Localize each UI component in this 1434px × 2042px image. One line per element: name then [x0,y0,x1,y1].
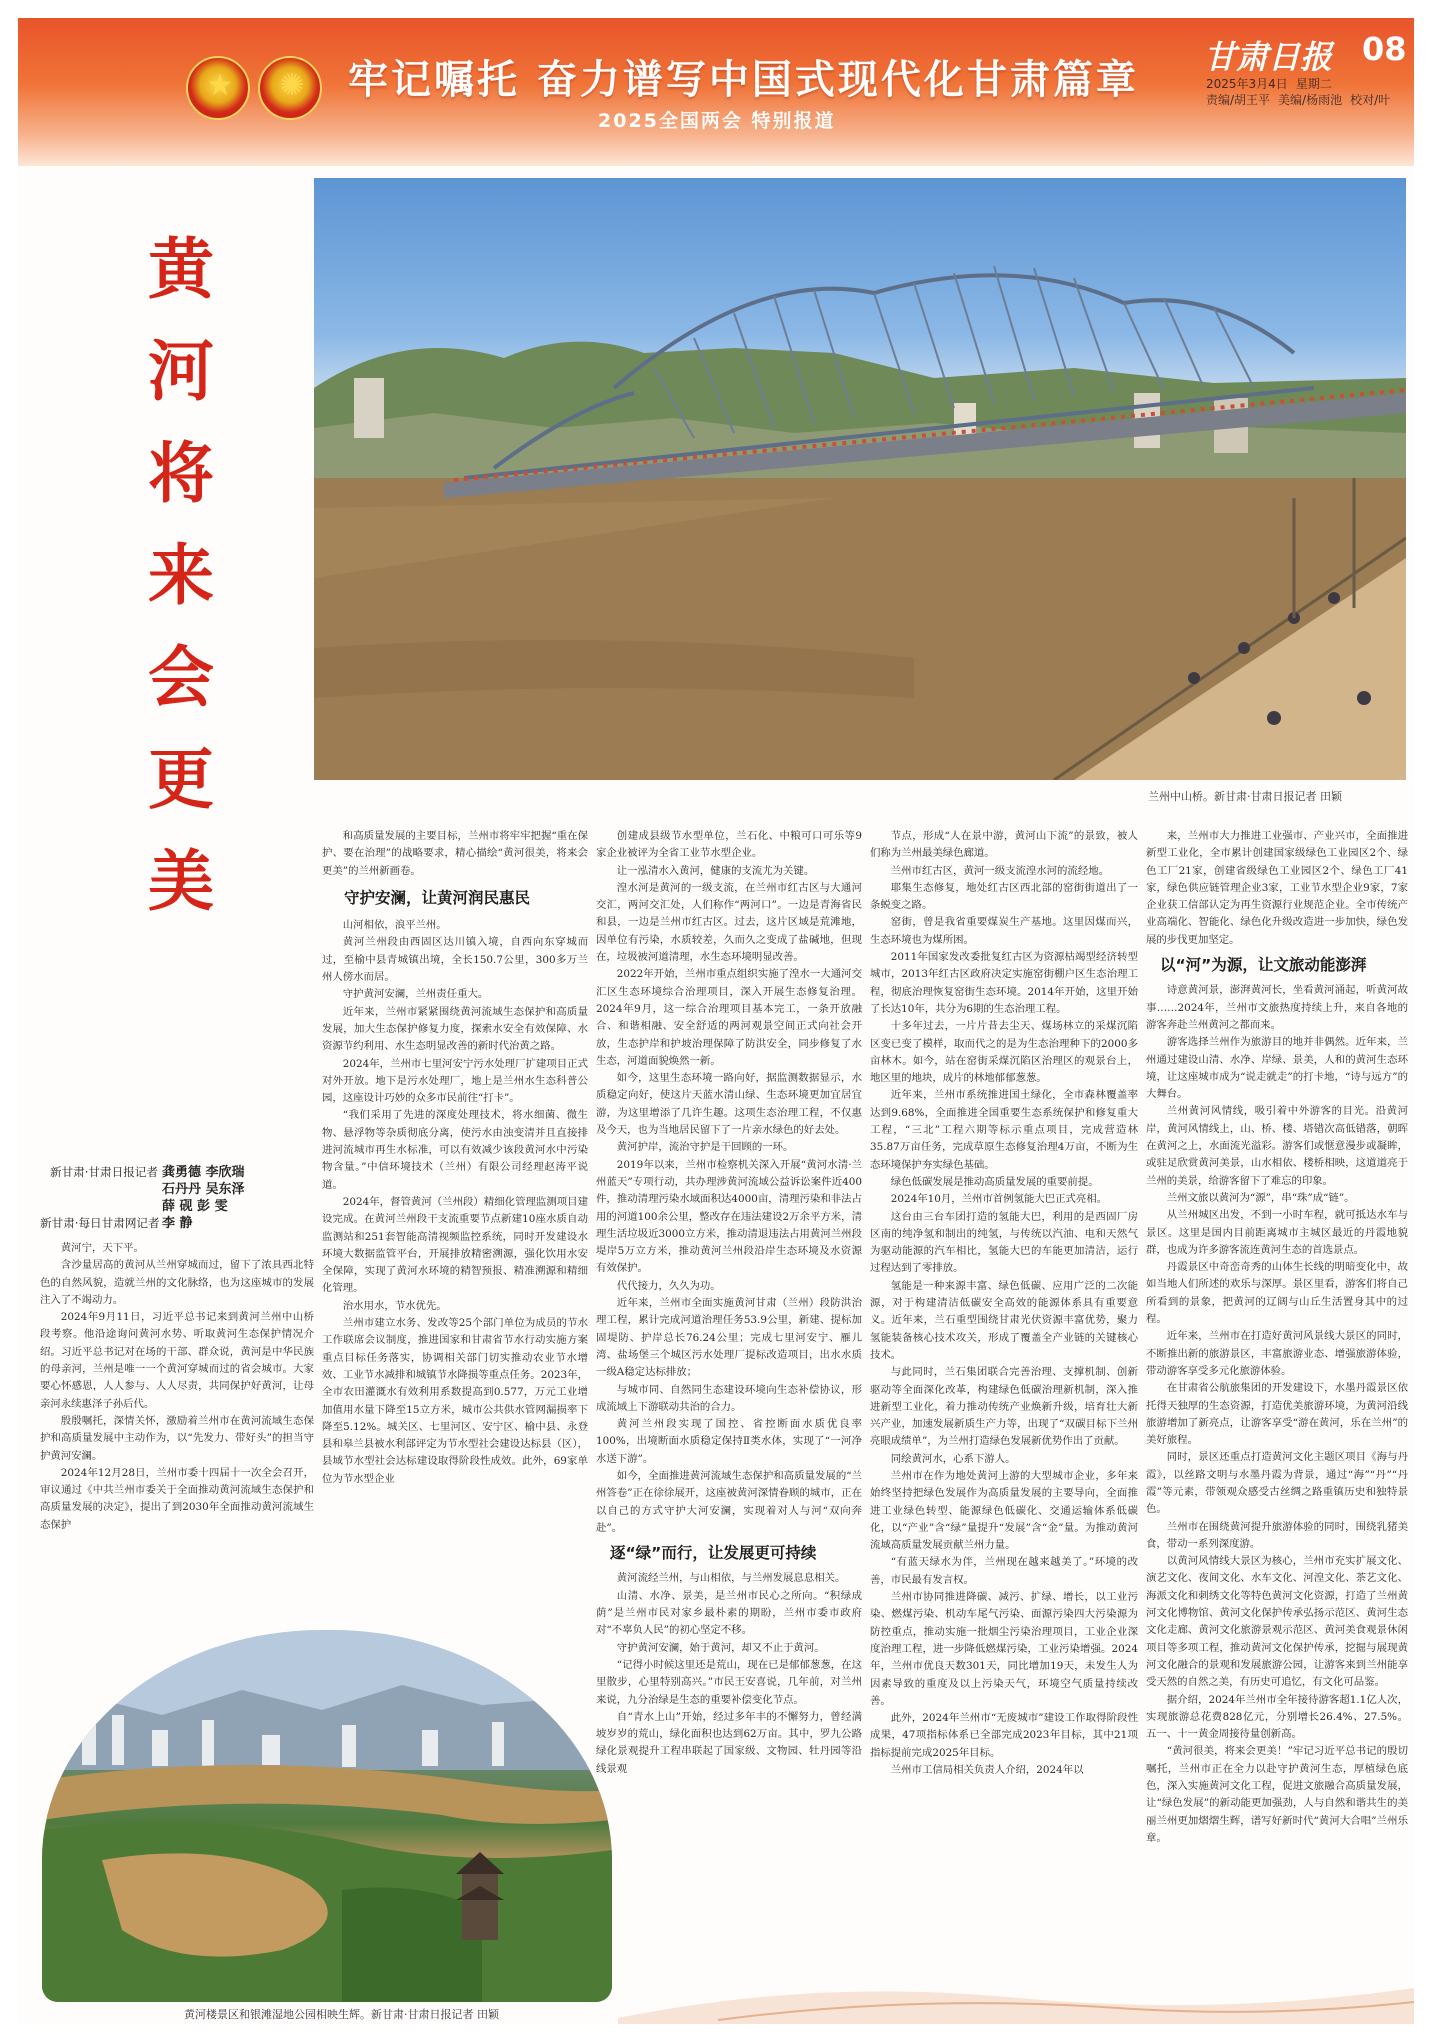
paragraph: 节点，形成“人在景中游，黄河山下流”的景致，被人们称为兰州最美绿色廊道。 [870,830,1138,860]
paragraph: 如今，这里生态环境一路向好，据监测数据显示，水质稳定向好，使这片天蓝水清山绿、生态环境更加宜居宜游，为这里增添了几许生趣。这项生态治理工程，不仅惠及今天，也为当地居民留下了一片亲水绿色的好去处。 [596,1072,862,1137]
headline-char: 黄 [148,230,214,308]
byline-names: 石丹丹 吴东泽 [162,1182,245,1197]
paragraph: 黄河宁，天下平。 [60,1242,144,1254]
headline-char: 更 [148,740,214,818]
paragraph: 山清、水净、景美，是兰州市民心之所向。“积绿成荫”是兰州市民对家乡最朴素的期盼，兰州市委市政府对“不辜负人民”的初心坚定不移。 [596,1589,862,1637]
byline-label: 新甘肃·每日甘肃网记者 [40,1216,160,1230]
aerial-illustration [42,1630,612,2002]
paragraph: 兰州市协同推进降碳、减污、扩绿、增长，以工业污染、燃煤污染、机动车尾气污染、面源污染四大污染源为防控重点，推动实施一批烟尘污染治理项目，工业企业深度治理工程，进一步降低燃煤污染，工业污染增强。2024年，兰州市优良天数301天，同比增加19天，未发生人为因素导致的重度及以上污染天气，环境空气质量持续改善。 [870,1591,1138,1707]
paragraph: 近年来，兰州市紧紧围绕黄河流域生态保护和高质量发展，加大生态保护修复力度，探索水安全有效保障、水资源节约利用、水生态明显改善的新时代治黄之路。 [322,1005,588,1053]
paragraph: 治水用水，节水优先。 [342,1299,447,1312]
paragraph: “记得小时候这里还是荒山，现在已是郁郁葱葱，在这里散步，心里特别高兴。”市民王安喜说，几年前，对兰州来说，九分治绿是生态的重要补偿变化节点。 [596,1658,862,1706]
page-header [18,18,1414,166]
paragraph: 来，兰州市大力推进工业强市、产业兴市，全面推进新型工业化，全市累计创建国家级绿色工业园区2个、绿色工厂21家，创建省级绿色工业园区2个、绿色工厂41家，绿色供应链管理企业3家，工业节水型企业9家，7家企业获工信部认定为再生资源行业规范企业。全市传统产业高端化、智能化、绿色化升级改造进一步加快，绿色发展的步伐更加坚定。 [1146,830,1408,946]
paragraph: “我们采用了先进的深度处理技术，将水细菌、微生物、悬浮物等杂质彻底分离，使污水由浊变清并且直接排进河流城市再生水标准，可以有效减少该段黄河水中污染物含量。”中信环境技术（兰州）有限公司经理赵涛平说道。 [322,1109,588,1191]
issue-weekday: 星期二 [1295,77,1332,91]
paragraph: 诗意黄河景，澎湃黄河长，坐看黄河涌起，听黄河故事……2024年，兰州市文旅热度持续上升，来自各地的游客奔赴兰州黄河之都而来。 [1146,984,1408,1031]
paragraph: 兰州市工信局相关负责人介绍，2024年以 [890,1764,1084,1777]
paragraph: 代代接力，久久为功。 [616,1279,721,1292]
paragraph: 与城市同、自然同生态建设环境向生态补偿协议，形成流域上下游联动共治的合力。 [596,1383,862,1413]
section-heading: 逐“绿”而行，让发展更可持续 [610,1544,817,1563]
paragraph: 同绘黄河水，心系下游人。 [890,1452,1016,1465]
paragraph: 此外，2024年兰州市“无废城市”建设工作取得阶段性成果，47项指标体系已全部完成2023年目标，其中21项指标提前完成2025年目标。 [870,1712,1138,1759]
paragraph: 从兰州城区出发，不到一小时车程，就可抵达水车与景区。这里是国内目前距离城市主城区最近的丹霞地貌群，也成为许多游客流连黄河生态的首选景点。 [1146,1209,1408,1256]
article-column-5 [1146,828,1408,1978]
byline-names: 薛 砚 彭 雯 [162,1199,228,1214]
paragraph: 黄河兰州段实现了国控、省控断面水质优良率100%，出境断面水质稳定保持Ⅱ类水体，实现了“一河净水送下游”。 [596,1418,862,1465]
section-heading: 以“河”为源，让文旅动能澎湃 [1160,956,1367,975]
paragraph: 和高质量发展的主要目标，兰州市将牢牢把握“重在保护、要在治理”的战略要求，精心描绘“黄河很美，将来会更美”的兰州新画卷。 [322,830,588,877]
paragraph: 十多年过去，一片片昔去尘天、煤场林立的采煤沉陷区变已变了模样，取而代之的是为生态治理种下的2000多亩林木。如今，站在窑街采煤沉陷区治理区的观景台上，地区里的地块，成片的林地郁郁葱葱。 [870,1020,1138,1085]
headline-char: 美 [148,842,214,920]
issue-date: 2025年3月4日 [1206,77,1288,91]
paragraph: 近年来，兰州市系统推进国土绿化，全市森林覆盖率达到9.68%，全面推进全国重要生态系统保护和修复重大工程，“三北”工程六期等标示重点项目，完成营造林35.87万亩任务，完成草原生态修复治理4万亩，不断为生态环境保护夯实绿色基础。 [870,1089,1138,1171]
footer-wave-decoration [18,1958,1414,2024]
paragraph: 黄河护岸，流治守护是干回顾的一环。 [616,1141,794,1154]
paragraph: 2024年10月，兰州市首例氢能大巴正式亮相。 [890,1193,1108,1206]
yellow-river-tower-aerial-photo [42,1630,612,2002]
headline-char: 会 [148,638,214,716]
masthead: 甘肃日报 [1204,38,1333,76]
paragraph: 耶集生态修复，地处红古区西北部的窑街街道出了一条蜕变之路。 [870,881,1138,912]
paragraph: 创建成县级节水型单位，兰石化、中粮可口可乐等9家企业被评为全省工业节水型企业。 [596,830,862,860]
paragraph: 绿色低碳发展是推动高质量发展的重要前提。 [890,1175,1099,1188]
paragraph: 山河相依，浪平兰州。 [342,919,447,932]
header-subtitle: 2025全国两会 特别报道 [598,110,836,132]
paragraph: 湟水河是黄河的一级支流，在兰州市红古区与大通河交汇，两河交汇处，人们称作“两河口”。一边是青海省民和县，一边是兰州市红古区。过去，这片区域是荒滩地，因单位有污染，水质较差，久而久之变成了盐碱地，但现在，垃圾被河道清理，水生态环境明显改善。 [596,881,862,964]
byline [40,1164,316,1232]
headline-char: 河 [148,332,214,410]
paragraph: 与此同时，兰石集团联合完善治理、支撑机制、创新驱动等全面深化改革，构建绿色低碳治理新机制，深入推进新型工业化，着力推动传统产业焕新升级，培育壮大新兴产业，加速发展新质生产力等，出现了“双碳目标下兰州亮眼成绩单”，为兰州打造绿色发展新优势作出了贡献。 [870,1366,1138,1448]
paragraph: 2024年，兰州市七里河安宁污水处理厂扩建项目正式对外开放。地下是污水处理厂，地上是兰州水生态科普公园，这座设计巧妙的众多市民前往“打卡”。 [322,1057,588,1105]
paragraph: 在甘肃省公航旅集团的开发建设下，水墨丹霞景区依托得天独厚的生态资源，打造优美旅游环境，为黄河沿线旅游增加了新亮点，让游客享受“游在黄河，乐在兰州”的美好旅程。 [1146,1382,1408,1447]
paragraph: 黄河流经兰州，与山相依，与兰州发展息息相关。 [616,1572,846,1585]
paragraph: 守护黄河安澜，兰州责任重大。 [342,988,489,1001]
paragraph: 2024年，督管黄河（兰州段）精细化管理监测项目建设完成。在黄河兰州段干支流重要节点新建10座水质自动监测站和251套智能高清视频监控系统，同时开发建设水环境大数据监管平台，开展排放精密溯源，强化饮用水安全保障，实现了黄河水环境的精智预报、精准溯源和精细化管理。 [322,1195,588,1295]
byline-names: 龚勇德 李欣瑞 [162,1165,245,1180]
paragraph: 2011年国家发改委批复红古区为资源枯竭型经济转型城市，2013年红古区政府决定实施窑街棚户区生态治理工程，彻底治理恢复窑街生态环境。2014年开始，这里开始了长达10年，共分为6期的生态治理工程。 [870,951,1138,1015]
emblems [186,56,326,128]
article-column-3 [596,828,862,1978]
paragraph: 殷殷嘱托，深情关怀，激励着兰州市在黄河流域生态保护和高质量发展中主动作为，以“先发力、带好头”的担当守护黄河安澜。 [40,1414,314,1462]
paragraph: 丹霞景区中奇峦奇秀的山体生长线的明暗变化中，故如当地人们所述的欢乐与深厚。景区里看，游客们将自己所看到的景象，把黄河的辽阔与山丘生活置身其中的过程。 [1146,1261,1408,1326]
paragraph: 兰州市在围绕黄河提升旅游体验的同时，围绕乳猪美食，带动一系列深度游。 [1146,1520,1408,1550]
aerial-photo-caption: 黄河楼景区和银滩湿地公园相映生辉。新甘肃·甘肃日报记者 田颖 [184,2008,499,2021]
paragraph: 兰州黄河风情线，吸引着中外游客的目光。沿黄河岸，黄河风情线上，山、桥、楼、塔错次高低错落，朝晖在黄河之上，水面流光溢彩。游客们或惬意漫步或凝眸，或驻足欣赏黄河美景，山水相依、楼桥相映，这道道亮于兰州的美景，给游客留下了难忘的印象。 [1146,1105,1408,1187]
byline-names: 李 静 [162,1216,193,1231]
paragraph: 近年来，兰州市在打造好黄河风景线大景区的同时，不断推出新的旅游景区，丰富旅游业态、增强旅游体验，带动游客享受多元化旅游体验。 [1146,1330,1408,1377]
section-heading: 守护安澜，让黄河润民惠民 [344,888,531,907]
main-photo-caption: 兰州中山桥。新甘肃·甘肃日报记者 田颖 [1148,790,1342,803]
paragraph: 兰州市红古区，黄河一级支流湟水河的流经地。 [890,864,1109,877]
paragraph: 如今，全面推进黄河流域生态保护和高质量发展的“兰州答卷”正在徐徐展开，这座被黄河深情眷顾的城市，正在以自己的方式守护大河安澜，实现着对人与河“双向奔赴”。 [596,1469,862,1534]
editor: 责编/胡王平 [1206,93,1271,107]
paragraph: 守护黄河安澜，始于黄河，却又不止于黄河。 [616,1641,825,1654]
paragraph: 以黄河风情线大景区为核心，兰州市充实扩展文化、演艺文化、夜间文化、水车文化、河湟文化、茶艺文化、海派文化和刺绣文化等特色黄河文化资源，打造了兰州黄河文化博物馆、黄河文化保护传承弘扬示范区、黄河生态文化走廊、黄河文化旅游景观示范区、黄河美食观景休闲项目等多项工程，推动黄河文化保护传承，挖掘与展现黄河文化融合的景观和发展旅游公园，让游客来到兰州能享受天然的自然之美，有历史可追忆，有文化可品鉴。 [1146,1555,1408,1689]
headline-char: 将 [148,434,214,512]
paragraph: 让一泓清水入黄河，健康的支流尤为关键。 [616,864,815,877]
paragraph: 黄河兰州段由西固区达川镇入境，自西向东穿城而过，至榆中县青城镇出境，全长150.7公里，300多万兰州人傍水而居。 [322,936,588,984]
paragraph: 据介绍，2024年兰州市全年接待游客超1.1亿人次，实现旅游总花费828亿元，分别增长26.4%、27.5%。五一、十一黄金周接待量创新高。 [1146,1693,1408,1741]
paragraph: 氢能是一种来源丰富、绿色低碳、应用广泛的二次能源，对于构建清洁低碳安全高效的能源体系具有重要意义。近年来，兰石重型围绕甘肃光伏资源丰富优势，聚力氢能装备核心技术攻关，形成了覆盖全产业链的关键核心技术。 [870,1279,1138,1361]
paragraph: 自“青水上山”开始，经过多年丰的不懈努力，曾经满坡岁岁的荒山，绿化面积也达到62万亩。其中，罗九公路绿化景观提升工程串联起了国家级、文物园、牡丹园等沿线景观 [596,1710,862,1775]
paragraph: “黄河很美，将来会更美！”牢记习近平总书记的殷切嘱托，兰州市正在全力以赴守护黄河生态，厚植绿色底色，深入实施黄河文化工程，促进文旅融合高质量发展，让“绿色发展”的新动能更加强劲，人与自然和谐共生的美丽兰州更加熠熠生辉，谱写好新时代“黄河大合唱”兰州乐章。 [1146,1745,1408,1844]
header-title: 牢记嘱托 奋力谱写中国式现代化甘肃篇章 [348,57,1139,103]
article-column-1 [40,1240,314,1625]
byline-label: 新甘肃·甘肃日报记者 [49,1165,158,1179]
cppcc-emblem-icon: ✺ [258,56,322,120]
paragraph: 近年来，兰州市全面实施黄河甘肃（兰州）段防洪治理工程，累计完成河道治理任务53.9公里，新建、提标加固堤防、护岸总长76.24公里；完成七里河安宁、雁儿湾、盐场堡三个城区污水处理厂提标改造项目，出水水质一级A稳定达标排放； [596,1297,862,1379]
paragraph: 兰州市在作为地处黄河上游的大型城市企业，多年来始终坚持把绿色发展作为高质量发展的主要导向，全面推进工业绿色转型、能源绿色低碳化、交通运输体系低碳化，以“产业”含“绿”量提升“发展”含“金”量。为推动黄河流域高质量发展贡献兰州力量。 [870,1469,1138,1552]
paragraph: 2019年以来，兰州市检察机关深入开展“黄河水清·兰州蓝天”专项行动，共办理涉黄河流域公益诉讼案件近400件，推动清理污染水域面积达4000亩，清理污染和非法占用的河道100余公里，整改存在违法建设2万余平方米，清理生活垃圾近3000立方米，推动清退违法占用黄河兰州段堤岸5万立方米，推动黄河兰州段沿岸生态环境及水资源有效保护。 [596,1158,862,1275]
paragraph: 兰州市建立水务、发改等25个部门单位为成员的节水工作联席会议制度，推进国家和甘肃省节水行动实施方案重点目标任务落实，协调相关部门切实推动农业节水增效、工业节水减排和城镇节水降损等重点任务。2023年，全市农田灌溉水有效利用系数提高到0.577，万元工业增加值用水量下降至15立方米，城市公共供水管网漏损率下降至5.12%。城关区、七里河区、安宁区、榆中县、永登县和皋兰县被水利部评定为节水型社会建设达标县（区），县域节水型社会达标建设取得阶段性成效。此外，69家单位为节水型企业 [322,1317,588,1485]
bridge-illustration [314,178,1406,780]
national-emblem-icon: ★ [186,56,250,120]
newspaper-page [18,18,1414,2024]
article-column-2 [322,828,588,1628]
paragraph: 兰州文旅以黄河为“源”，串“珠”成“链”。 [1166,1191,1355,1204]
proofreader: 校对/叶 [1350,93,1391,107]
paragraph: 2024年12月28日，兰州市委十四届十一次全会召开，审议通过《中共兰州市委关于全面推动黄河流域生态保护和高质量发展的决定》，提出了到2030年全面推动黄河流域生态保护 [40,1466,314,1531]
paragraph: 窑街，曾是我省重要煤炭生产基地。这里因煤而兴，生态环境也为煤所困。 [870,916,1138,946]
paragraph: “有蓝天绿水为伴，兰州现在越来越美了。”环境的改善，市民最有发言权。 [870,1556,1138,1586]
paragraph: 游客选择兰州作为旅游目的地并非偶然。近年来，兰州通过建设山清、水净、岸绿、景美，人和的黄河生态环境，让这座城市成为“说走就走”的打卡地，“诗与远方”的大舞台。 [1146,1036,1408,1101]
paragraph: 这台由三台车团打造的氢能大巴，利用的是西固厂房区南的纯净氢和制出的纯氢，与传统以汽油、电和天然气为驱动能源的汽车相比，氢能大巴的车能更加清洁，运行过程达到了零排放。 [870,1210,1138,1275]
paragraph: 2024年9月11日，习近平总书记来到黄河兰州中山桥段考察。他沿途询问黄河水势、听取黄河生态保护情况介绍。习近平总书记对在场的干部、群众说，黄河是中华民族的母亲河，兰州是唯一一个黄河穿城而过的省会城市。大家要心怀感恩，人人参与、人人尽责，共同保护好黄河，让母亲河永续惠泽子孙后代。 [40,1311,314,1410]
header-meta [1206,76,1406,108]
zhongshan-bridge-photo [314,178,1406,780]
paragraph: 含沙量居高的黄河从兰州穿城而过，留下了浓具西北特色的自然风貌，造就兰州的文化脉络，也为这座城市的发展注入了不竭动力。 [40,1259,314,1306]
article-column-4 [870,828,1138,1978]
page-number: 08 [1362,30,1407,68]
art-editor: 美编/杨雨池 [1278,93,1343,107]
headline-char: 来 [148,536,214,614]
paragraph: 2022年开始，兰州市重点组织实施了湟水一大通河交汇区生态环境综合治理项目，深入开展生态修复治理。2024年9月，这一综合治理项目基本完工，一条开放融合、和谐相融、安全舒适的两河观景空间正式向社会开放，生态护岸和护坡治理保障了防洪安全，同步修复了水生态，河道面貌焕然一新。 [596,968,862,1067]
paragraph: 同时，景区还重点打造黄河文化主题区项目《海与丹霞》，以丝路文明与水墨丹霞为背景，通过“海”“丹”“丹霞”等元素，带领观众感受古丝绸之路重镇历史和独特景色。 [1146,1451,1408,1516]
main-headline [136,218,226,932]
